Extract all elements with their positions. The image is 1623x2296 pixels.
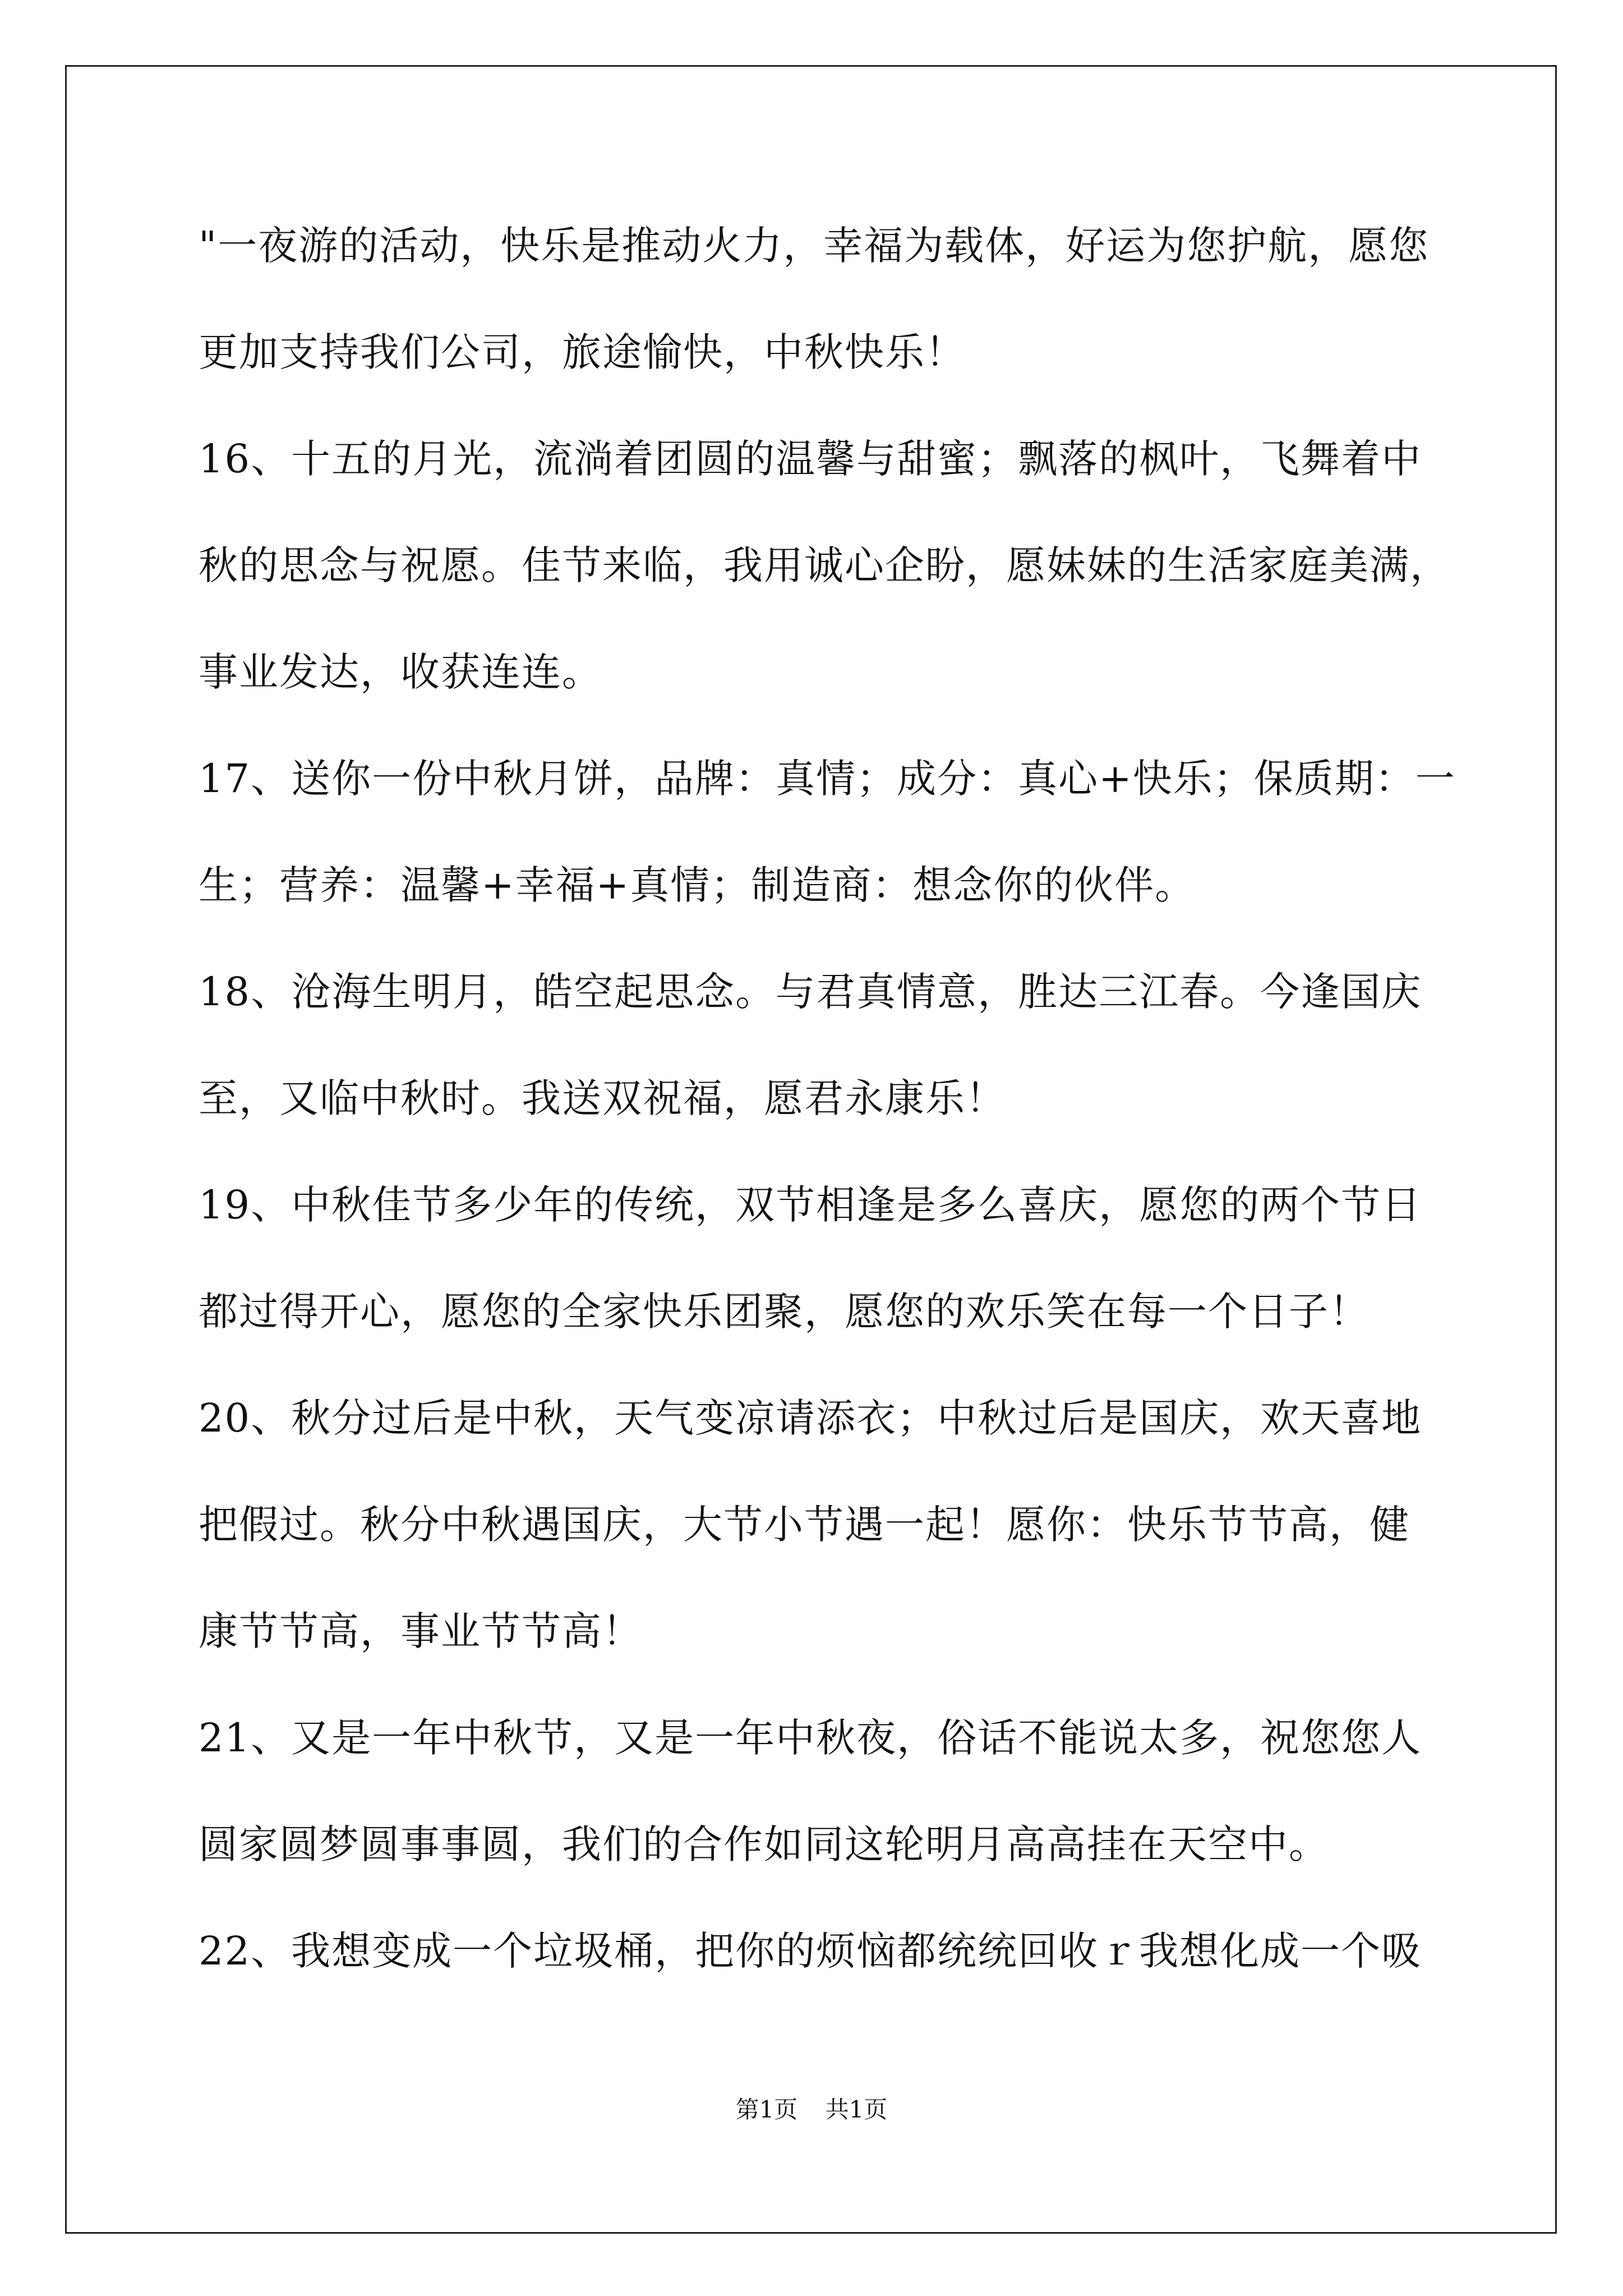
- text-line: 更加支持我们公司，旅途愉快，中秋快乐！: [199, 329, 966, 375]
- text-line: 都过得开心，愿您的全家快乐团聚，愿您的欢乐笑在每一个日子！: [199, 1289, 1370, 1335]
- text-line: 17、送你一份中秋月饼，品牌：真情；成分：真心+快乐；保质期：一: [199, 756, 1456, 802]
- text-line: "一夜游的活动，快乐是推动火力，幸福为载体，好运为您护航，愿您: [199, 223, 1430, 269]
- text-line: 生；营养：温馨+幸福+真情；制造商：想念你的伙伴。: [199, 862, 1196, 908]
- text-line: 18、沧海生明月，皓空起思念。与君真情意，胜达三江春。今逢国庆: [199, 969, 1422, 1015]
- text-line: 20、秋分过后是中秋，天气变凉请添衣；中秋过后是国庆，欢天喜地: [199, 1395, 1422, 1441]
- document-body: [199, 219, 1456, 2031]
- text-line: 19、中秋佳节多少年的传统，双节相逢是多么喜庆，愿您的两个节日: [199, 1182, 1422, 1228]
- page-total: 共1页: [825, 2096, 888, 2123]
- text-line: 圆家圆梦圆事事圆，我们的合作如同这轮明月高高挂在天空中。: [199, 1821, 1329, 1867]
- text-line: 事业发达，收获连连。: [199, 649, 602, 695]
- page-footer: [0, 2091, 1623, 2125]
- text-line: 康节节高，事业节节高！: [199, 1608, 643, 1654]
- page-number: 第1页: [735, 2096, 798, 2123]
- text-line: 把假过。秋分中秋遇国庆，大节小节遇一起！愿你：快乐节节高，健: [199, 1502, 1410, 1548]
- text-line: 21、又是一年中秋节，又是一年中秋夜，俗话不能说太多，祝您您人: [199, 1715, 1422, 1761]
- text-line: 至，又临中秋时。我送双祝福，愿君永康乐！: [199, 1075, 1006, 1121]
- text-line: 16、十五的月光，流淌着团圆的温馨与甜蜜；飘落的枫叶，飞舞着中: [199, 436, 1422, 482]
- text-line: 秋的思念与祝愿。佳节来临，我用诚心企盼，愿妹妹的生活家庭美满，: [199, 542, 1450, 588]
- text-line: 22、我想变成一个垃圾桶，把你的烦恼都统统回收ｒ我想化成一个吸: [199, 1928, 1422, 1974]
